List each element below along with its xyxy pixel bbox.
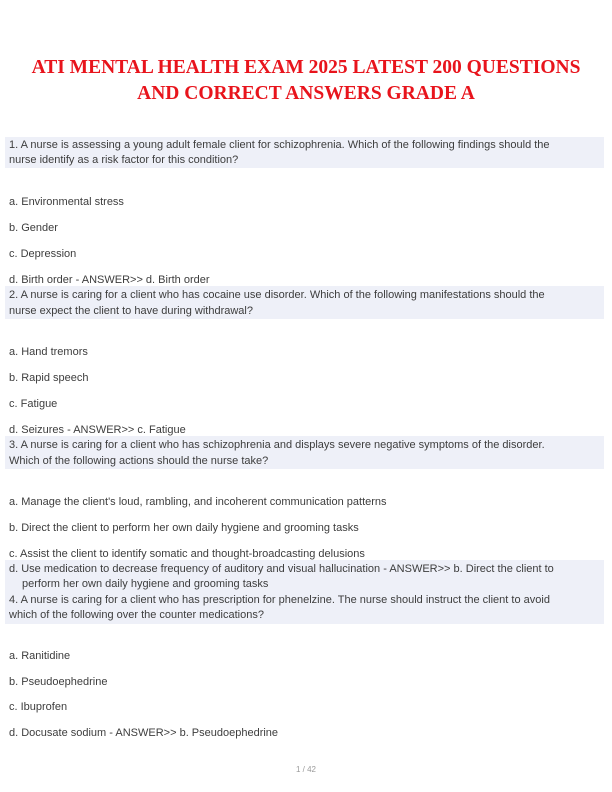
question-1-option-d-answer: d. Birth order - ANSWER>> d. Birth order <box>9 274 210 286</box>
question-1-option-a: a. Environmental stress <box>9 196 124 208</box>
question-4-option-a: a. Ranitidine <box>9 650 71 662</box>
question-3-option-a: a. Manage the client's loud, rambling, and incoherent communication patterns <box>9 496 387 508</box>
question-3-stem-line-2: Which of the following actions should the nurse take? <box>9 455 269 467</box>
question-4-option-d-answer: d. Docusate sodium - ANSWER>> b. Pseudoephedrine <box>9 727 279 739</box>
question-1-stem-line-1: 1. A nurse is assessing a young adult female client for schizophrenia. Which of the following findings should the <box>9 139 550 151</box>
question-2-stem-line-1: 2. A nurse is caring for a client who has cocaine use disorder. Which of the following manifestations should the <box>9 289 545 301</box>
document-title <box>0 55 612 107</box>
question-1-option-b: b. Gender <box>9 222 58 234</box>
question-2-option-d-answer: d. Seizures - ANSWER>> c. Fatigue <box>9 424 186 436</box>
question-4-option-c: c. Ibuprofen <box>9 701 68 713</box>
question-3-option-c: c. Assist the client to identify somatic and thought-broadcasting delusions <box>9 548 365 560</box>
question-2-option-a: a. Hand tremors <box>9 346 88 358</box>
question-3-answer-continuation: perform her own daily hygiene and grooming tasks <box>22 578 269 590</box>
question-2-stem-line-2: nurse expect the client to have during withdrawal? <box>9 305 253 317</box>
question-4-stem-line-2: which of the following over the counter medications? <box>9 609 264 621</box>
question-1-stem-line-2: nurse identify as a risk factor for this condition? <box>9 154 239 166</box>
title-line-1: ATI MENTAL HEALTH EXAM 2025 LATEST 200 QUESTIONS <box>31 57 581 78</box>
page-indicator: 1 / 42 <box>295 765 316 774</box>
question-4-stem-line-1: 4. A nurse is caring for a client who has prescription for phenelzine. The nurse should instruct the client to avoid <box>9 594 550 606</box>
question-1-option-c: c. Depression <box>9 248 77 260</box>
question-3-option-b: b. Direct the client to perform her own daily hygiene and grooming tasks <box>9 522 359 534</box>
title-line-2: AND CORRECT ANSWERS GRADE A <box>137 83 475 104</box>
question-3-option-d-answer: d. Use medication to decrease frequency of auditory and visual hallucination - ANSWER>> b. Direct the client to <box>9 563 554 575</box>
question-2-option-c: c. Fatigue <box>9 398 58 410</box>
question-3-stem-line-1: 3. A nurse is caring for a client who has schizophrenia and displays severe negative symptoms of the disorder. <box>9 439 545 451</box>
question-4-option-b: b. Pseudoephedrine <box>9 676 108 688</box>
question-2-option-b: b. Rapid speech <box>9 372 89 384</box>
